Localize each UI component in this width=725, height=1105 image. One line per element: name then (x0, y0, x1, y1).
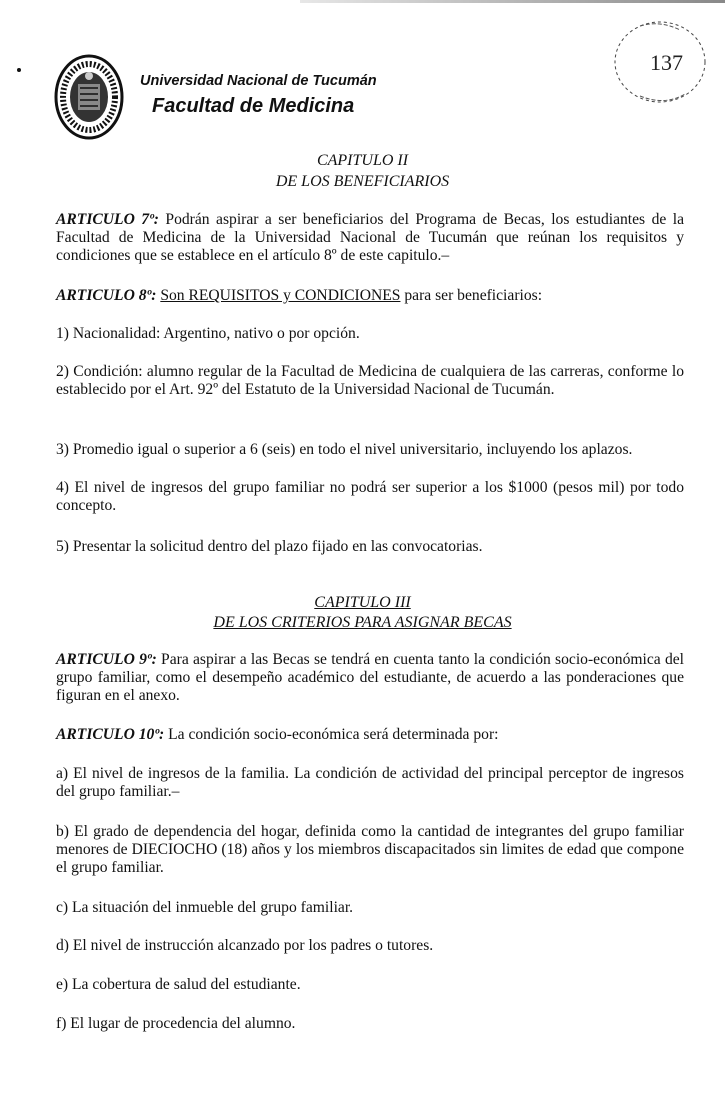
article-7 (56, 211, 684, 265)
requirement-1: 1) Nacionalidad: Argentino, nativo o por opción. (56, 325, 360, 342)
criterion-f: f) El lugar de procedencia del alumno. (56, 1015, 296, 1032)
university-seal-logo (54, 54, 124, 140)
article-8-underlined: Son REQUISITOS y CONDICIONES (160, 287, 401, 304)
criterion-b: b) El grado de dependencia del hogar, definida como la cantidad de integrantes del grupo familiar menores de DIECIOCHO (18) años y los miembros discapacitados sin limites de edad que compone el grupo familiar. (56, 823, 684, 876)
article-8 (56, 287, 684, 305)
article-8-text: para ser beneficiarios: (400, 287, 543, 304)
article-7-label: ARTICULO 7º: (56, 211, 159, 228)
chapter-2-title: CAPITULO II (316, 152, 409, 169)
chapter-3-title: CAPITULO III (314, 594, 411, 611)
stamp-number: 137 (650, 50, 683, 75)
article-10-text: La condición socio-económica será determinada por: (164, 726, 499, 743)
criterion-c: c) La situación del inmueble del grupo familiar. (56, 899, 354, 916)
requirement-3: 3) Promedio igual o superior a 6 (seis) en todo el nivel universitario, incluyendo los aplazos. (56, 441, 633, 458)
article-9 (56, 651, 684, 705)
article-8-label: ARTICULO 8º: (56, 287, 157, 304)
criterion-e: e) La cobertura de salud del estudiante. (56, 976, 301, 993)
article-10-label: ARTICULO 10º: (56, 726, 165, 743)
faculty-name: Facultad de Medicina (152, 95, 355, 117)
article-7-text: Podrán aspirar a ser beneficiarios del Programa de Becas, los estudiantes de la Facultad de Medicina de la Universidad Nacional de Tucumán que reúnan los requisitos y condiciones que se establece en el artículo 8º de este capitulo.– (56, 211, 684, 264)
article-9-label: ARTICULO 9º: (56, 651, 157, 668)
chapter-2-subtitle: DE LOS BENEFICIARIOS (275, 173, 450, 190)
article-9-text: Para aspirar a las Becas se tendrá en cuenta tanto la condición socio-económica del grupo familiar, como el desempeño académico del estudiante, de acuerdo a las ponderaciones que figuran en el anexo. (56, 651, 684, 704)
folio-stamp (610, 16, 710, 108)
scan-speck (17, 68, 21, 72)
requirement-5: 5) Presentar la solicitud dentro del plazo fijado en las convocatorias. (56, 538, 483, 555)
criterion-d: d) El nivel de instrucción alcanzado por los padres o tutores. (56, 937, 434, 954)
requirement-2: 2) Condición: alumno regular de la Facultad de Medicina de cualquiera de las carreras, conforme lo establecido por el Art. 92º del Estatuto de la Universidad Nacional de Tucumán. (56, 363, 684, 398)
university-name: Universidad Nacional de Tucumán (140, 73, 377, 89)
article-10 (56, 726, 684, 744)
chapter-3-subtitle: DE LOS CRITERIOS PARA ASIGNAR BECAS (213, 614, 512, 631)
scan-edge-line (300, 0, 725, 3)
criterion-a: a) El nivel de ingresos de la familia. La condición de actividad del principal perceptor de ingresos del grupo familiar.– (56, 765, 684, 800)
requirement-4: 4) El nivel de ingresos del grupo familiar no podrá ser superior a los $1000 (pesos mil) por todo concepto. (56, 479, 684, 514)
